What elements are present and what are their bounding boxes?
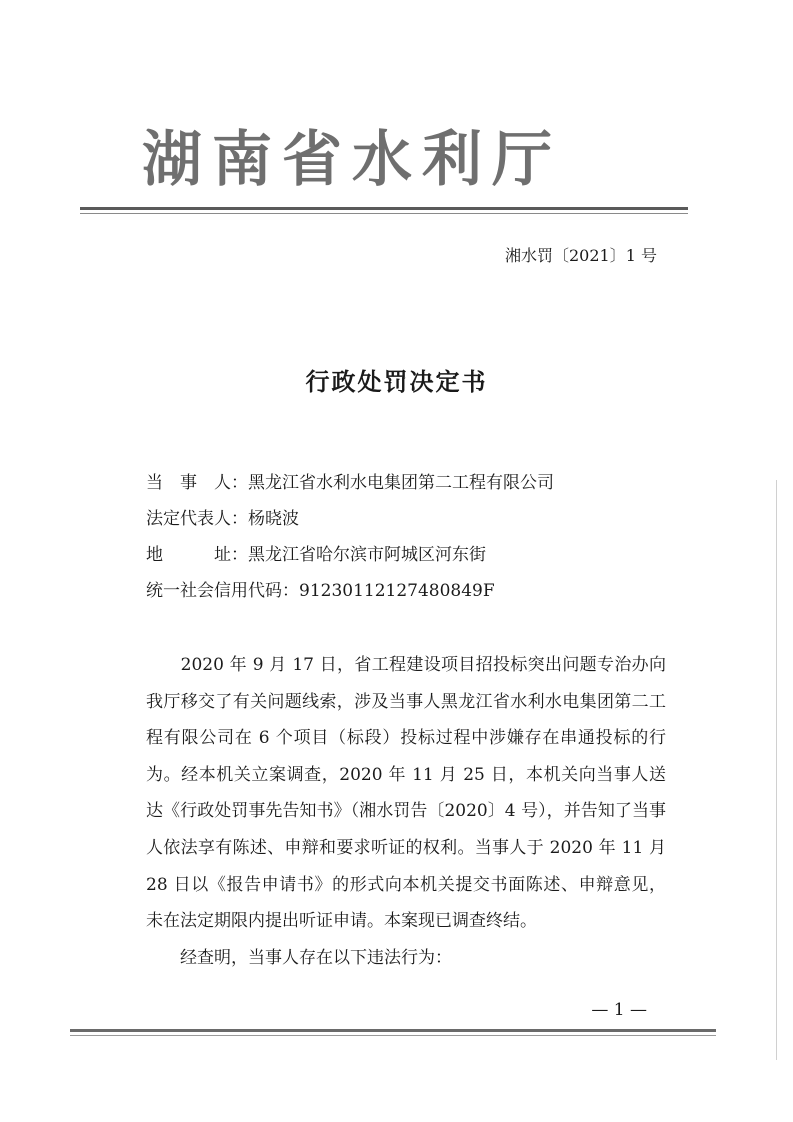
party-label: 当 事 人： [146, 473, 248, 493]
party-row-name [146, 465, 554, 501]
body-paragraph: 经查明，当事人存在以下违法行为： [146, 947, 452, 968]
party-value: 杨晓波 [248, 509, 299, 529]
party-label: 法定代表人： [146, 509, 248, 529]
party-value: 91230112127480849F [299, 581, 495, 601]
party-value: 黑龙江省哈尔滨市阿城区河东街 [248, 545, 486, 565]
page-number: — 1 — [591, 1000, 647, 1020]
letterhead-rule-thick [80, 207, 688, 210]
footer-rule-thin [70, 1035, 716, 1036]
party-value: 黑龙江省水利水电集团第二工程有限公司 [248, 473, 554, 493]
document-title: 行政处罚决定书 [305, 367, 488, 396]
footer-rule-thick [70, 1029, 716, 1032]
letterhead-title: 湖南省水利厅 [142, 125, 562, 195]
scan-edge-line [776, 480, 777, 1060]
document-number: 湘水罚〔2021〕1 号 [505, 246, 657, 265]
party-label: 统一社会信用代码： [146, 581, 299, 601]
party-row-credit-code [146, 573, 554, 609]
party-row-address [146, 537, 554, 573]
letterhead-rule-thin [80, 213, 688, 214]
body-paragraph: 2020 年 9 月 17 日，省工程建设项目招投标突出问题专治办向我厅移交了有关问题线索，涉及当事人黑龙江省水利水电集团第二工程有限公司在 6 个项目（标段）投标过程中涉嫌存在串通投标的行为。经本机关立案调查，2020 年 11 月 25 日，本机关向当事人送达《行政处罚事先告知书》（湘水罚告〔2020〕4 号），并告知了当事人依法享有陈述、申辩和要求听证的权利。当事人于 2020 年 11 月 28 日以《报告申请书》的形式向本机关提交书面陈述、申辩意见，未在法定期限内提出听证申请。本案现已调查终结。 [146, 655, 666, 932]
body-text [146, 647, 666, 976]
party-label: 地 址： [146, 545, 248, 565]
party-row-legal-rep [146, 501, 554, 537]
party-info [146, 465, 554, 609]
